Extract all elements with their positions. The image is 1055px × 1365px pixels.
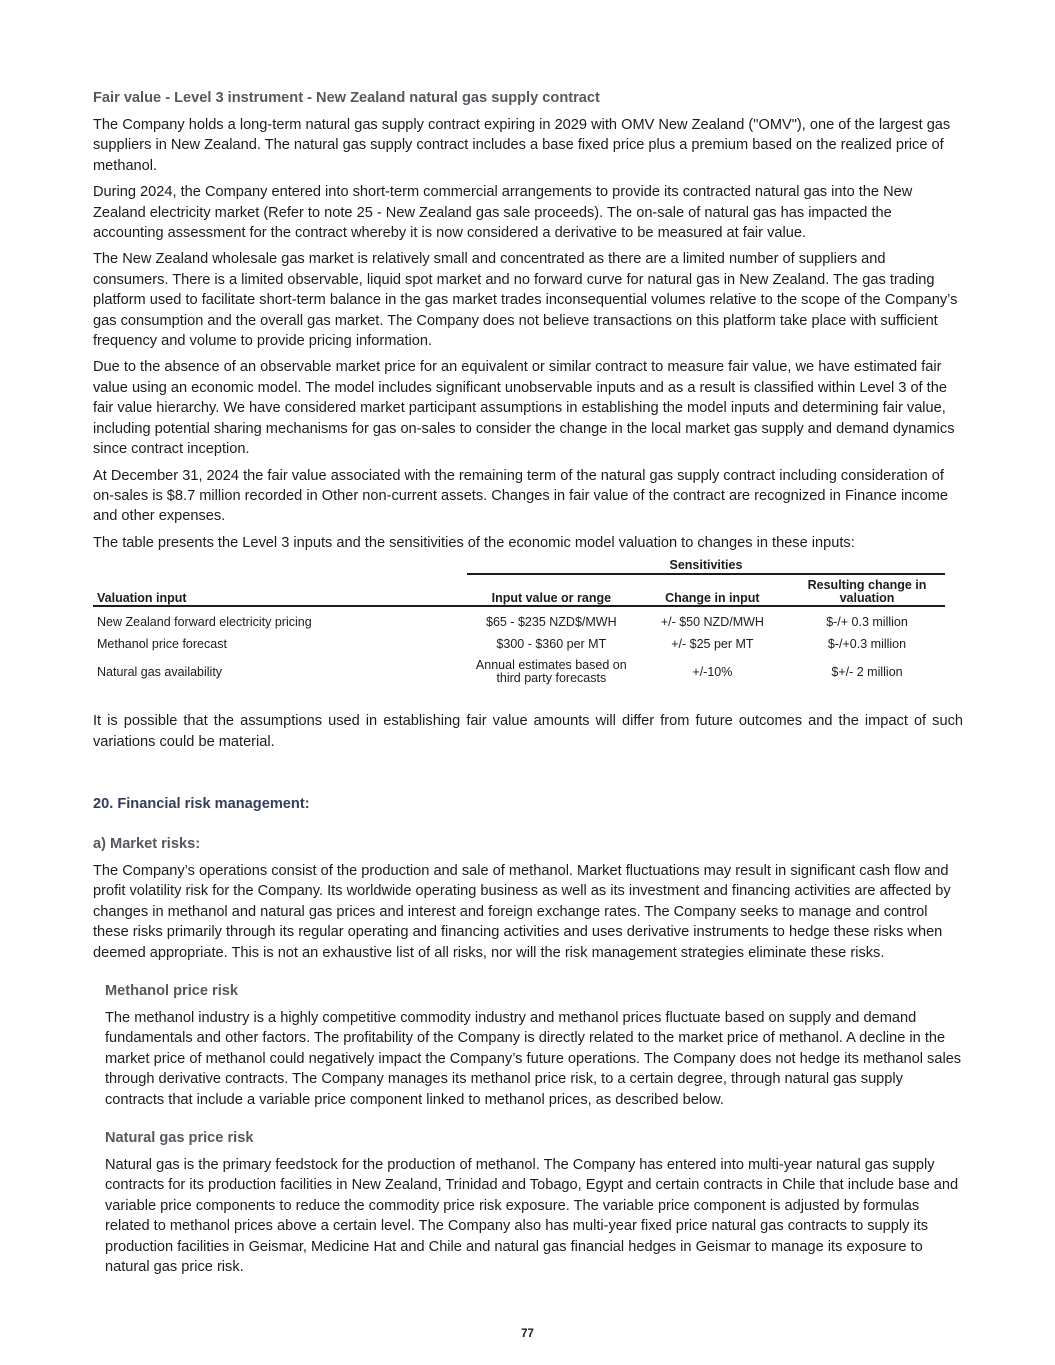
paragraph-economic-model: Due to the absence of an observable market price for an equivalent or similar contract to measure fair value, we have estimated fair value using an economic model. The model includes significant unobservable inputs and as a result is classified within Level 3 of the fair value hierarchy. We have considered market participant assumptions in establishing the model inputs and determining fair value, including potential sharing mechanisms for gas on-sales to consider the change in the local market gas supply and demand dynamics since contract inception. <box>93 359 955 458</box>
natural-gas-price-risk-heading: Natural gas price risk <box>105 1130 254 1146</box>
methanol-price-risk-heading: Methanol price risk <box>105 982 239 999</box>
paragraph-table-intro: The table presents the Level 3 inputs and the sensitivities of the economic model valuation to changes in these inputs: <box>93 534 855 551</box>
cell-value <box>467 655 636 689</box>
paragraph-omv-contract: The Company holds a long-term natural gas supply contract expiring in 2029 with OMV New Zealand ("OMV"), one of the largest gas suppliers in New Zealand. The natural gas supply contract includes a base fixed price plus a premium based on the realized price of methanol. <box>93 117 951 174</box>
market-risks-heading: a) Market risks: <box>93 835 201 852</box>
paragraph-natural-gas-price-risk: Natural gas is the primary feedstock for the production of methanol. The Company has entered into multi-year natural gas supply contracts for its production facilities in New Zealand, Trinidad and Tobago, Egypt and certain contracts in Chile that include base and variable price components to reduce the commodity price risk exposure. The variable price component is adjusted by formulas related to methanol prices above a certain level. The Company also has multi-year fixed price natural gas contracts to supply its production facilities in Geismar, Medicine Hat and Chile and natural gas financial hedges in Geismar to manage its exposure to natural gas price risk. <box>105 1157 959 1276</box>
table-group-header-row <box>93 557 945 574</box>
cell-change: +/- $50 NZD/MWH <box>660 615 764 630</box>
sensitivity-table <box>93 557 945 689</box>
cell-result: $-/+ 0.3 million <box>826 615 908 630</box>
table-header-spacer <box>93 557 467 574</box>
paragraph-short-term-arrangements: During 2024, the Company entered into short-term commercial arrangements to provide its contracted natural gas into the New Zealand electricity market (Refer to note 25 - New Zealand gas sale proceeds). The on-sale of natural gas has impacted the accounting assessment for the contract whereby it is now considered a derivative to be measured at fair value. <box>93 184 913 242</box>
cell-value: $300 - $360 per MT <box>496 637 607 652</box>
page-content <box>93 88 963 1283</box>
table-row <box>93 655 945 689</box>
paragraph-assumptions-caveat: It is possible that the assumptions used in establishing fair value amounts will differ from future outcomes and the impact of such variations could be material. <box>93 713 963 750</box>
table-row <box>93 606 945 633</box>
header-input-value: Input value or range <box>467 574 636 606</box>
header-change-in-input: Change in input <box>636 574 789 606</box>
cell-value-line1: Annual estimates based on <box>475 658 627 673</box>
natural-gas-price-risk-block <box>93 1128 963 1277</box>
section-title-financial-risk: 20. Financial risk management: <box>93 795 310 812</box>
cell-change: +/- $25 per MT <box>671 637 754 652</box>
fair-value-heading: Fair value - Level 3 instrument - New Zealand natural gas supply contract <box>93 90 600 106</box>
sensitivities-group-header: Sensitivities <box>467 557 945 574</box>
table-row <box>93 633 945 655</box>
cell-result: $+/- 2 million <box>831 664 903 679</box>
paragraph-methanol-price-risk: The methanol industry is a highly competitive commodity industry and methanol prices fluctuate based on supply and demand fundamentals and other factors. The profitability of the Company is directly related to the market price of methanol. A decline in the market price of methanol could negatively impact the Company’s future operations. The Company does not hedge its methanol sales through derivative contracts. The Company manages its methanol price risk, to a certain degree, through natural gas supply contracts that include a variable price component linked to methanol prices, as described below. <box>105 1009 962 1108</box>
cell-result: $-/+0.3 million <box>827 637 907 652</box>
cell-change: +/-10% <box>692 664 733 679</box>
cell-value: $65 - $235 NZD$/MWH <box>486 615 617 630</box>
header-resulting-change-line1: Resulting change in <box>807 578 927 593</box>
cell-input: Methanol price forecast <box>97 637 227 652</box>
methanol-price-risk-block <box>93 981 963 1110</box>
header-resulting-change <box>789 574 945 606</box>
paragraph-wholesale-market: The New Zealand wholesale gas market is relatively small and concentrated as there are a limited number of suppliers and consumers. There is a limited observable, liquid spot market and no forward curve for natural gas in New Zealand. The gas trading platform used to facilitate short-term balance in the gas market trades inconsequential volumes relative to the scope of the Company’s gas consumption and the overall gas market. The Company does not believe transactions on this platform take place with sufficient frequency and volume to provide pricing information. <box>93 251 958 350</box>
paragraph-fair-value-amount: At December 31, 2024 the fair value associated with the remaining term of the natural gas supply contract including consideration of on-sales is $8.7 million recorded in Other non-current assets. Changes in fair value of the contract are recognized in Finance income and other expenses. <box>93 467 948 525</box>
table-column-header-row <box>93 574 945 606</box>
header-valuation-input: Valuation input <box>93 574 467 606</box>
cell-input: Natural gas availability <box>97 664 223 679</box>
cell-input: New Zealand forward electricity pricing <box>97 615 312 630</box>
paragraph-market-risks: The Company’s operations consist of the production and sale of methanol. Market fluctuations may result in significant cash flow and profit volatility risk for the Company. Its worldwide operating business as well as its investment and financing activities are affected by changes in methanol and natural gas prices and interest and foreign exchange rates. The Company seeks to manage and control these risks primarily through its regular operating and financing activities and uses derivative instruments to hedge these risks when deemed appropriate. This is not an exhaustive list of all risks, nor will the risk management strategies eliminate these risks. <box>93 862 951 961</box>
cell-value-line2: third party forecasts <box>496 671 607 686</box>
header-resulting-change-line2: valuation <box>839 591 895 606</box>
page-number: 77 <box>521 1328 534 1340</box>
